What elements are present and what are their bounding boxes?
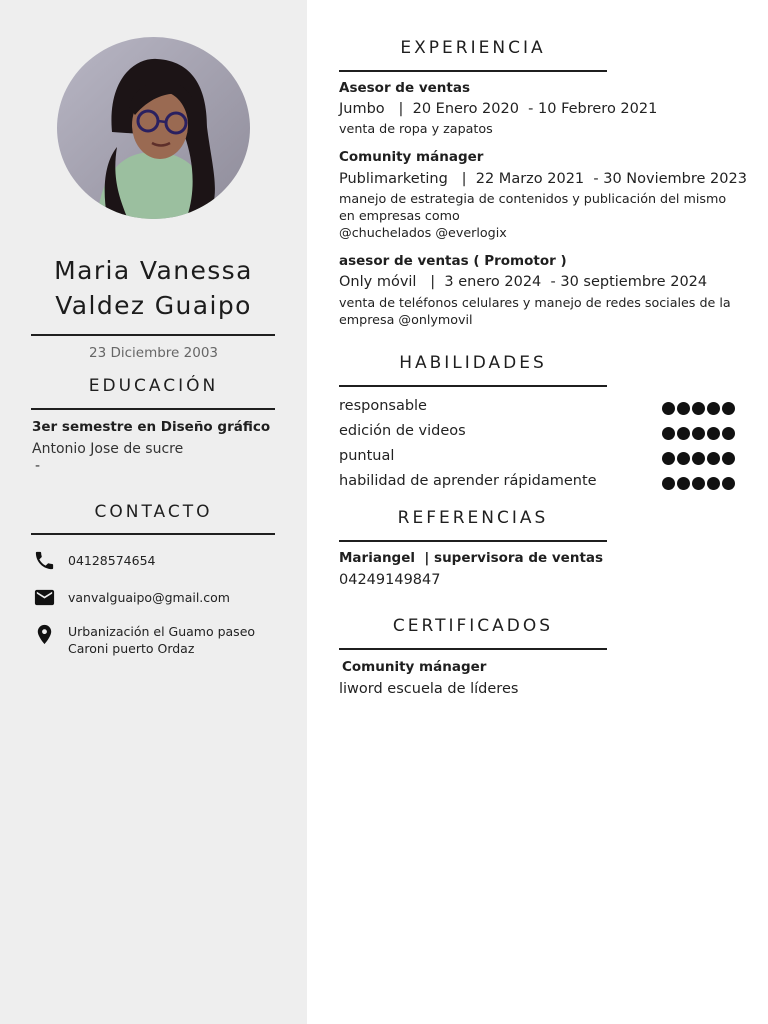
skill-dot [707, 427, 720, 440]
job-2-desc-line: @chuchelados @everlogix [339, 225, 507, 240]
skill-row [339, 398, 735, 418]
skill-name: habilidad de aprender rápidamente [339, 473, 597, 489]
contact-address-line1: Urbanización el Guamo paseo [68, 624, 256, 639]
skill-dot [677, 402, 690, 415]
skill-dot [662, 402, 675, 415]
contact-address-line2: Caroni puerto Ordaz [68, 641, 195, 656]
contact-address [68, 623, 255, 657]
skill-dot [722, 452, 735, 465]
certificate-title: Comunity mánager [342, 659, 487, 675]
birth-date: 23 Diciembre 2003 [88, 345, 219, 361]
skill-level-dots [662, 477, 735, 490]
job-3-meta: Only móvil | 3 enero 2024 - 30 septiembre 2024 [339, 274, 708, 290]
education-divider [31, 408, 275, 410]
education-school: Antonio Jose de sucre [32, 441, 184, 457]
job-1-description [339, 120, 749, 137]
skill-dot [692, 452, 705, 465]
skill-row [339, 448, 735, 468]
job-2-desc-line: en empresas como [339, 208, 460, 223]
skill-level-dots [662, 402, 735, 415]
skill-dot [722, 477, 735, 490]
skills-heading: HABILIDADES [399, 353, 547, 373]
skill-dot [707, 477, 720, 490]
education-degree: 3er semestre en Diseño gráfico [32, 419, 271, 435]
skill-dot [707, 402, 720, 415]
reference-name: Mariangel | supervisora de ventas [339, 550, 604, 566]
skills-divider [339, 385, 607, 387]
contact-heading: CONTACTO [94, 502, 213, 522]
mail-icon [33, 586, 56, 609]
certificate-org: liword escuela de líderes [339, 681, 519, 697]
skill-dot [662, 427, 675, 440]
certificates-divider [339, 648, 607, 650]
education-dash: - [35, 458, 41, 474]
skill-level-dots [662, 452, 735, 465]
skill-dot [662, 452, 675, 465]
skill-name: responsable [339, 398, 427, 414]
contact-address-row [33, 623, 283, 657]
job-1-desc-line: venta de ropa y zapatos [339, 121, 493, 136]
name-divider [31, 334, 275, 336]
skill-level-dots [662, 427, 735, 440]
skill-name: edición de videos [339, 423, 466, 439]
skill-dot [722, 402, 735, 415]
skill-dot [677, 452, 690, 465]
contact-phone-row [33, 549, 283, 572]
job-1-title: Asesor de ventas [339, 80, 470, 96]
skill-dot [722, 427, 735, 440]
skill-dot [677, 477, 690, 490]
profile-photo [57, 37, 250, 219]
contact-divider [31, 533, 275, 535]
contact-email-row [33, 586, 283, 609]
job-3-title: asesor de ventas ( Promotor ) [339, 253, 567, 269]
contact-phone: 04128574654 [68, 553, 156, 568]
location-pin-icon [33, 623, 56, 646]
job-1-meta: Jumbo | 20 Enero 2020 - 10 Febrero 2021 [339, 101, 658, 117]
experience-divider [339, 70, 607, 72]
job-3-desc-line: empresa @onlymovil [339, 312, 473, 327]
reference-phone: 04249149847 [339, 572, 441, 588]
job-2-title: Comunity mánager [339, 149, 484, 165]
skill-dot [692, 427, 705, 440]
certificates-heading: CERTIFICADOS [392, 616, 554, 636]
job-2-meta: Publimarketing | 22 Marzo 2021 - 30 Noviembre 2023 [339, 171, 747, 187]
skill-dot [707, 452, 720, 465]
education-heading: EDUCACIÓN [88, 376, 219, 396]
skill-name: puntual [339, 448, 395, 464]
references-divider [339, 540, 607, 542]
skill-dot [662, 477, 675, 490]
skill-dot [677, 427, 690, 440]
job-2-desc-line: manejo de estrategia de contenidos y publicación del mismo [339, 191, 727, 206]
skill-row [339, 473, 735, 493]
name-second-line: Valdez Guaipo [55, 291, 252, 320]
skill-dot [692, 402, 705, 415]
references-heading: REFERENCIAS [397, 508, 549, 528]
skill-dot [692, 477, 705, 490]
name-first-line: Maria Vanessa [54, 256, 253, 285]
contact-email: vanvalguaipo@gmail.com [68, 590, 230, 605]
experience-heading: EXPERIENCIA [400, 38, 546, 58]
phone-icon [33, 549, 56, 572]
job-3-description [339, 294, 749, 328]
job-2-description [339, 190, 749, 241]
job-3-desc-line: venta de teléfonos celulares y manejo de redes sociales de la [339, 295, 731, 310]
skill-row [339, 423, 735, 443]
